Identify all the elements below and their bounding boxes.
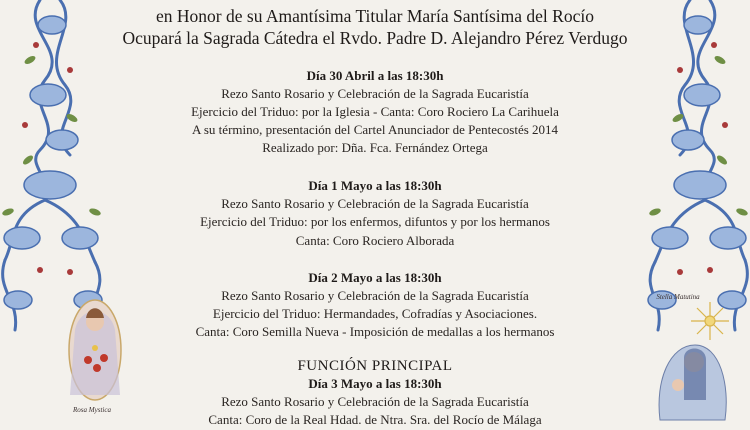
day-3-may-line: Rezo Santo Rosario y Celebración de la Sagrada Eucaristía (221, 394, 529, 409)
day-3-may-title: Día 3 Mayo a las 18:30h (308, 376, 442, 391)
day-2-may-line: Canta: Coro Semilla Nueva - Imposición de medallas a los hermanos (195, 324, 555, 339)
right-blue-scroll-ornament (650, 0, 747, 330)
day-1-may-line: Ejercicio del Triduo: por los enfermos, difuntos y por los hermanos (200, 214, 550, 229)
rosa-mystica-caption: Rosa Mystica (73, 406, 111, 414)
day-1-may-line: Rezo Santo Rosario y Celebración de la Sagrada Eucaristía (221, 196, 529, 211)
day-1-may-title: Día 1 Mayo a las 18:30h (308, 178, 442, 193)
day-2-may-line: Rezo Santo Rosario y Celebración de la Sagrada Eucaristía (221, 288, 529, 303)
day-30-april-line: Realizado por: Dña. Fca. Fernández Ortega (262, 140, 488, 155)
left-blue-scroll-ornament (3, 0, 100, 330)
day-30-april-line: A su término, presentación del Cartel Anunciador de Pentecostés 2014 (191, 122, 559, 137)
day-30-april-title: Día 30 Abril a las 18:30h (306, 68, 444, 83)
stella-matutina-illustration (659, 302, 729, 420)
stella-matutina-caption: Stella Matutina (656, 293, 700, 301)
day-2-may-title: Día 2 Mayo a las 18:30h (308, 270, 442, 285)
day-2-may-line: Ejercicio del Triduo: Hermandades, Cofradías y Asociaciones. (212, 306, 538, 321)
day-30-april-line: Ejercicio del Triduo: por la Iglesia - Canta: Coro Rociero La Carihuela (191, 104, 559, 119)
header-dedication: en Honor de su Amantísima Titular María Santísima del Rocío (156, 6, 594, 26)
header-preacher: Ocupará la Sagrada Cátedra el Rvdo. Padre D. Alejandro Pérez Verdugo (122, 28, 628, 48)
funcion-principal-heading: FUNCIÓN PRINCIPAL (297, 358, 453, 374)
day-1-may-line: Canta: Coro Rociero Alborada (295, 233, 455, 248)
triduo-program (110, 0, 640, 430)
day-30-april-line: Rezo Santo Rosario y Celebración de la Sagrada Eucaristía (221, 86, 529, 101)
day-3-may-line: Canta: Coro de la Real Hdad. de Ntra. Sra. del Rocío de Málaga (208, 412, 542, 427)
